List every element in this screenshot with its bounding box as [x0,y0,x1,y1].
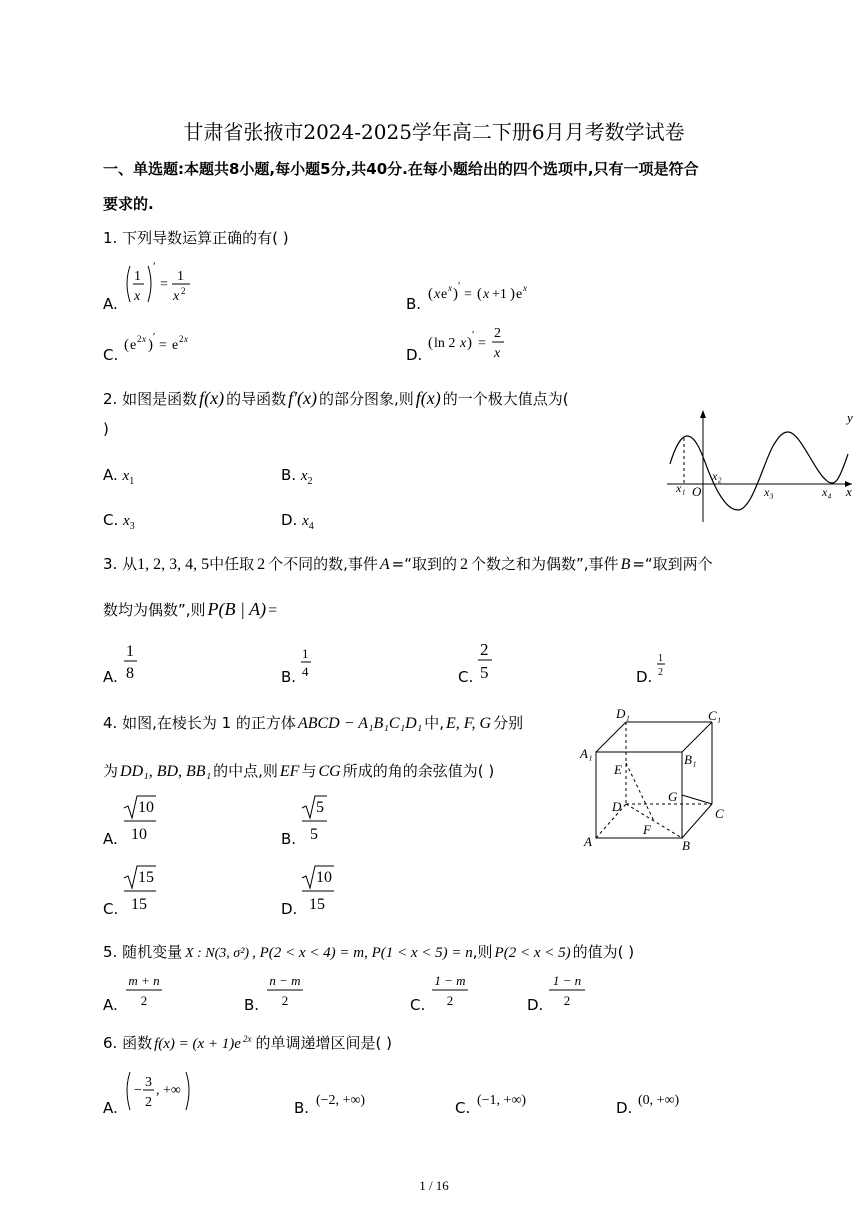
page-number: 1 / 16 [419,1178,449,1193]
q2-option-d-var: x [302,513,309,529]
q5-option-d-fraction [547,971,591,1011]
q3-option-d-num: 1 [658,653,663,664]
svg-text:=: = [160,277,168,292]
q3-option-b-fraction [299,645,315,681]
q2-option-c-sub: 3 [129,521,135,532]
q4-cg: CG [318,763,341,780]
q3-option-d-den: 2 [658,667,663,678]
q3-option-b-num: 1 [302,646,309,661]
svg-text:1: 1 [134,269,141,284]
q4-stem-c: 分别 [493,714,524,732]
svg-text:, +∞: , +∞ [156,1083,181,1098]
svg-text:′: ′ [472,329,475,341]
q4-line2-c: 所成的角的余弦值为( ) [342,762,495,780]
q3-option-c-label: C. [458,668,474,686]
q4-label-b1: B₁ [684,752,697,767]
q4-label-d: D [612,799,622,814]
q5-option-c-num: 1 − m [434,973,466,988]
q2-y-arrow-icon [700,410,706,418]
q5-option-a-label: A. [103,996,118,1014]
q2-option-b-var: x [300,468,308,484]
svg-text:x: x [483,287,490,302]
q4-option-a-rad: 10 [138,799,154,816]
q5-option-d-num: 1 − n [552,973,582,988]
q4-efg: E, F, G [446,715,492,732]
q2-stem-c: 的部分图象,则 [319,390,414,408]
q1-option-b-label: B. [406,295,422,313]
svg-text:x: x [134,289,141,304]
q5-option-a-den: 2 [140,993,148,1008]
q6-func-sup: 2x [242,1034,252,1044]
svg-text:′: ′ [458,280,461,292]
q6-option-a-label: A. [103,1099,118,1117]
q4-option-a-den: 10 [131,826,147,843]
svg-text:x: x [142,334,146,344]
q1-option-a-label: A. [103,295,118,313]
svg-text:x: x [460,336,467,351]
q4-option-a-label: A. [103,830,118,848]
q4-option-d-den: 15 [309,896,325,913]
svg-text:x: x [173,289,180,304]
q6-option-d-label: D. [616,1099,633,1117]
q3-option-c-num: 2 [480,640,489,659]
q3-option-b-label: B. [281,668,297,686]
svg-text:x: x [434,287,441,302]
q2-x4-label: x₄ [822,485,832,499]
q2-stem-b: 的导函数 [226,390,287,408]
q2-derivative-graph [662,404,858,526]
q3-option-a-fraction [122,640,142,684]
q2-option-d-label: D. [281,511,298,529]
svg-text:(: ( [428,335,433,351]
q4-cube: ABCD − A₁B₁C₁D₁ [297,715,423,732]
q4-ef: EF [279,763,300,780]
q4-yu: 与 [301,762,317,780]
q2-option-d-sub: 4 [308,521,314,532]
q6-option-a-interval [124,1068,194,1114]
q5-stem-c: 的值为( ) [572,943,635,961]
q4-option-a-fraction [122,794,162,844]
q3-two: 2 [257,556,266,573]
q5-stem-a: 5. 随机变量 [103,943,183,961]
q3-option-d-fraction [655,651,669,681]
q3-stem-a: 3. 从 [103,555,138,573]
q2-origin-label: O [692,484,702,499]
q5-option-c-label: C. [410,996,426,1014]
svg-text:3: 3 [145,1075,152,1090]
q2-option-b-label: B. [281,466,297,484]
q2-fpx: f′(x) [288,388,318,408]
q4-option-b-rad: 5 [316,799,324,816]
q6-func: f(x) = (x + 1)e [154,1036,241,1052]
q5-option-d-den: 2 [563,993,571,1008]
q5-option-d-label: D. [527,996,544,1014]
svg-text:−: − [134,1083,142,1098]
q4-option-c-label: C. [103,900,119,918]
q5-option-b-label: B. [244,996,260,1014]
q3-stem-c: 个不同的数,事件 [268,555,378,573]
q2-stem-a: 2. 如图是函数 [103,390,198,408]
q3-option-b-den: 4 [302,664,309,679]
q2-option-a-sub: 1 [129,476,135,487]
q4-option-c-rad: 15 [138,869,154,886]
q5-cond: , P(2 < x < 4) = m, P(1 < x < 5) = n [252,945,473,961]
q3-event-a: A [379,556,390,573]
q4-label-g: G [668,789,678,804]
svg-text:2: 2 [494,326,501,341]
q4-label-c1: C₁ [708,708,722,723]
q6-stem-b: 的单调递增区间是( ) [255,1034,392,1052]
q5-dist: X : N(3, σ²) [185,946,250,961]
q5-option-c-den: 2 [446,993,454,1008]
q4-line2-b: 的中点,则 [213,762,278,780]
q1-option-a-formula [124,259,204,308]
q4-option-b-label: B. [281,830,297,848]
q5-option-a-num: m + n [128,973,160,988]
q5-option-a-fraction [124,971,168,1011]
page-title: 甘肃省张掖市2024-2025学年高二下册6月月考数学试卷 [183,120,685,144]
q4-option-d-rad: 10 [316,869,332,886]
q2-y-label: y [847,410,853,425]
q1-stem: 1. 下列导数运算正确的有( ) [103,229,289,247]
q2-fx-2: f(x) [415,388,441,408]
q3-stem-b: 中任取 [209,555,255,573]
q4-line2-a: 为 [103,762,119,780]
svg-text:1: 1 [177,269,184,284]
svg-text:(: ( [428,286,433,302]
svg-text:e: e [516,287,523,302]
section-header-line1: 一、单选题:本题共8小题,每小题5分,共40分.在每小题给出的四个选项中,只有一项是符合 [103,160,699,178]
q5-target: P(2 < x < 5) [494,945,571,961]
svg-text:): ) [467,335,472,351]
q4-label-d1: D₁ [616,706,630,721]
q3-stem-f: =“取到两个 [632,555,713,573]
q3-pba: P(B | A) [207,599,267,619]
q3-eq: = [268,602,278,619]
q4-option-b-den: 5 [310,826,318,843]
svg-text:x: x [523,283,527,293]
svg-text:e: e [172,338,179,353]
q3-option-c-fraction [476,638,496,682]
q4-option-c-den: 15 [131,896,147,913]
svg-text:x: x [448,283,452,293]
q3-option-a-label: A. [103,668,118,686]
q4-label-e: E [614,762,622,777]
q2-fx: f(x) [199,388,225,408]
q5-stem-b: ,则 [472,943,493,961]
svg-text:(: ( [477,286,482,302]
q3-option-d-label: D. [636,668,653,686]
svg-text:e: e [441,287,448,302]
svg-text:′: ′ [153,259,156,273]
svg-text:ln 2: ln 2 [434,336,456,351]
q6-option-d-value: (0, +∞) [638,1093,680,1108]
q1-option-c-formula [124,331,214,357]
q2-option-b-sub: 2 [307,476,313,487]
svg-text:+1: +1 [492,287,507,302]
q6-option-b-value: (−2, +∞) [316,1093,366,1108]
svg-text:e: e [130,338,137,353]
q1-option-d-label: D. [406,346,423,364]
q1-option-b-formula [428,280,548,306]
svg-text:=: = [478,336,486,351]
svg-text:=: = [464,287,472,302]
q3-option-a-den: 8 [126,665,134,682]
q3-line2-a: 数均为偶数”,则 [103,601,206,619]
svg-text:): ) [453,286,458,302]
q2-option-c-label: C. [103,511,119,529]
q4-option-b-fraction [300,794,330,844]
q6-option-b-label: B. [294,1099,310,1117]
q3-option-c-den: 5 [480,663,489,682]
q3-event-b: B [620,556,631,573]
q5-option-c-fraction [430,971,474,1011]
q3-set: 1, 2, 3, 4, 5 [137,556,210,573]
q2-x2-label: x₂ [712,469,722,483]
q2-x1-label: x₁ [676,481,686,495]
svg-text:2: 2 [181,286,186,296]
svg-text:x: x [494,346,501,361]
q4-stem-a: 4. 如图,在棱长为 1 的正方体 [103,714,296,732]
svg-text:): ) [148,337,153,353]
svg-text:2: 2 [179,334,184,344]
svg-text:): ) [510,286,515,302]
svg-text:2: 2 [145,1095,152,1110]
q4-stem-b: 中, [424,714,445,732]
q5-option-b-fraction [265,971,309,1011]
svg-text:(: ( [124,337,129,353]
q6-option-c-label: C. [455,1099,471,1117]
q5-option-b-den: 2 [281,993,289,1008]
q5-option-b-num: n − m [269,973,301,988]
section-header-line2: 要求的. [103,195,154,213]
svg-text:′: ′ [153,331,156,343]
q3-stem-e: 个数之和为偶数”,事件 [471,555,619,573]
q2-stem-e: ) [103,420,109,438]
q2-x3-label: x₃ [764,485,774,499]
svg-text:x: x [184,334,188,344]
q3-stem-d: =“取到的 [391,555,458,573]
q4-label-c: C [715,806,724,821]
q4-option-d-label: D. [281,900,298,918]
q3-two-2: 2 [460,556,469,573]
q6-stem-a: 6. 函数 [103,1034,153,1052]
q2-stem-d: 的一个极大值点为( [442,390,569,408]
q4-label-b: B [682,838,690,853]
q1-option-c-label: C. [103,346,119,364]
q4-label-a1: A₁ [580,746,593,761]
q2-option-c-var: x [123,513,130,529]
q2-x-label: x [846,484,852,499]
q2-option-a-var: x [122,468,130,484]
q4-option-c-fraction [122,864,162,914]
q6-option-c-value: (−1, +∞) [477,1093,527,1108]
svg-text:=: = [159,338,167,353]
q4-label-a: A [584,834,592,849]
q3-option-a-num: 1 [126,643,134,660]
q1-option-d-formula [428,321,518,361]
q4-cube-figure [578,700,738,858]
q4-option-d-fraction [300,864,340,914]
q2-option-a-label: A. [103,466,118,484]
svg-text:2: 2 [137,334,142,344]
q4-label-f: F [643,822,651,837]
q4-mids: DD₁, BD, BB₁ [120,763,212,780]
